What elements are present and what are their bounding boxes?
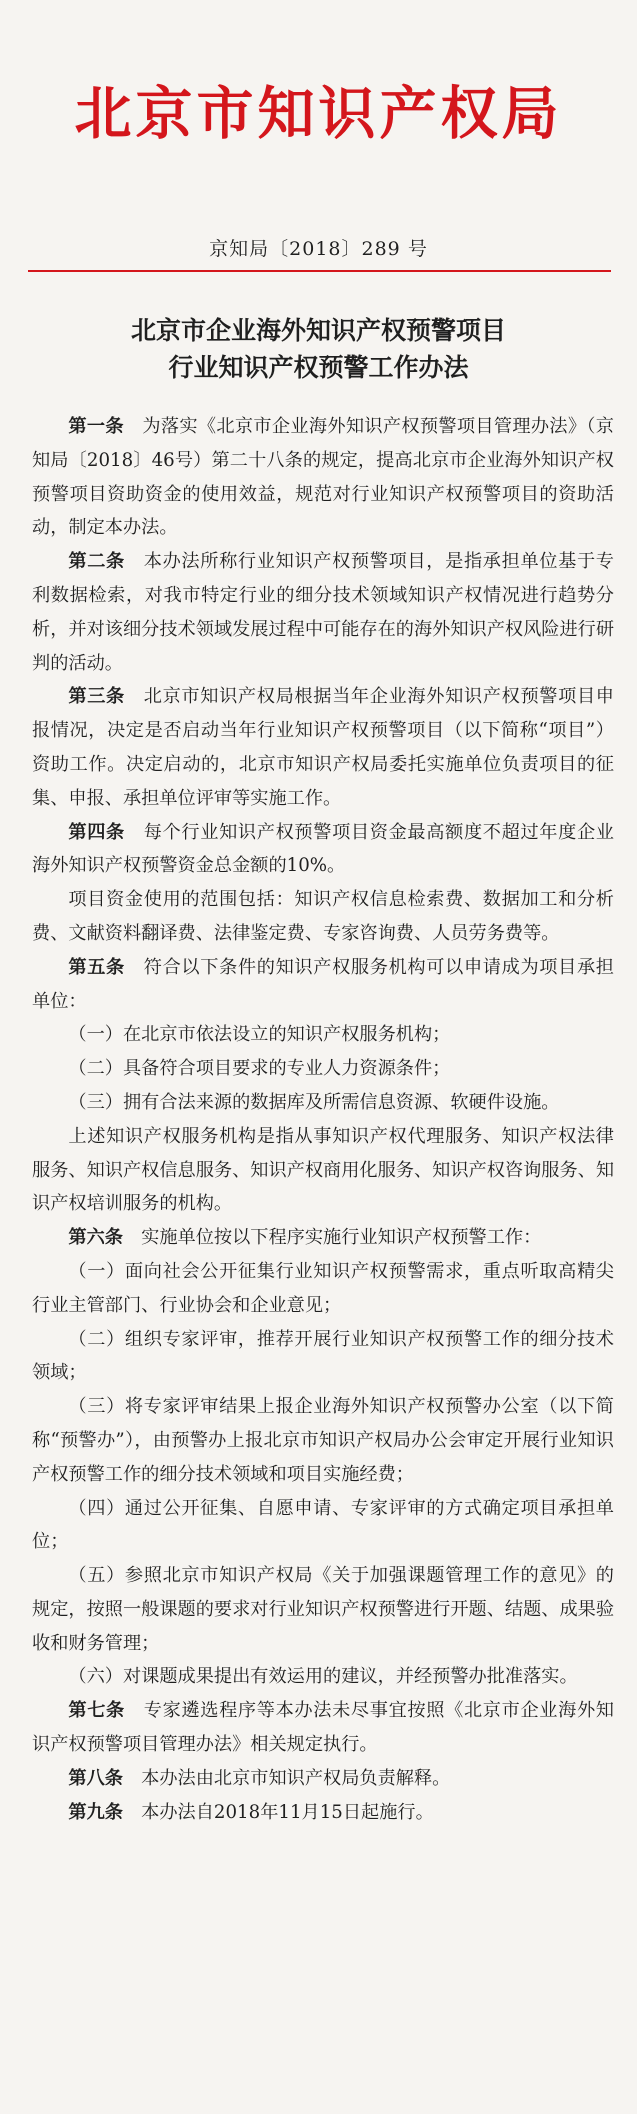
article-text: 符合以下条件的知识产权服务机构可以申请成为项目承担单位： <box>32 956 614 1012</box>
article-6-item: （一）面向社会公开征集行业知识产权预警需求，重点听取高精尖行业主管部门、行业协会和企业意见； <box>32 1260 614 1316</box>
red-divider-line <box>28 270 611 272</box>
article-lead: 第一条 <box>68 416 124 437</box>
org-letterhead-title: 北京市知识产权局 <box>74 81 563 147</box>
article-9 <box>32 1796 614 1830</box>
article-6 <box>32 1221 614 1255</box>
article-text: 专家遴选程序等本办法未尽事宜按照《北京市企业海外知识产权预警项目管理办法》相关规定执行。 <box>32 1700 614 1756</box>
article-8 <box>32 1762 614 1796</box>
document-number: 京知局〔2018〕289 号 <box>209 238 428 260</box>
article-1 <box>32 410 614 545</box>
article-6-item: （五）参照北京市知识产权局《关于加强课题管理工作的意见》的规定，按照一般课题的要求对行业知识产权预警进行开题、结题、成果验收和财务管理； <box>32 1565 615 1654</box>
article-lead: 第九条 <box>68 1801 123 1823</box>
article-lead: 第四条 <box>68 821 125 843</box>
article-4 <box>32 816 614 884</box>
article-lead: 第六条 <box>68 1227 123 1249</box>
article-6-item: （二）组织专家评审，推荐开展行业知识产权预警工作的细分技术领域； <box>32 1328 614 1384</box>
article-text: 每个行业知识产权预警项目资金最高额度不超过年度企业海外知识产权预警资金总金额的10%。 <box>32 821 614 877</box>
article-7 <box>32 1694 614 1762</box>
article-text: 本办法自2018年11月15日起施行。 <box>141 1801 434 1823</box>
article-lead: 第七条 <box>68 1700 125 1722</box>
article-lead: 第八条 <box>68 1767 123 1789</box>
article-6-item: （六）对课题成果提出有效运用的建议，并经预警办批准落实。 <box>68 1666 578 1688</box>
article-6-item: （四）通过公开征集、自愿申请、专家评审的方式确定项目承担单位； <box>32 1497 614 1553</box>
article-text: 为落实《北京市企业海外知识产权预警项目管理办法》（京知局〔2018〕46号）第二十八条的规定，提高北京市企业海外知识产权预警项目资助资金的使用效益，规范对行业知识产权预警项目的资助活动，制定本办法。 <box>32 416 614 539</box>
article-5-note: 上述知识产权服务机构是指从事知识产权代理服务、知识产权法律服务、知识产权信息服务、知识产权商用化服务、知识产权咨询服务、知识产权培训服务的机构。 <box>32 1125 615 1215</box>
article-5-item: （二）具备符合项目要求的专业人力资源条件； <box>68 1058 451 1080</box>
article-text: 北京市知识产权局根据当年企业海外知识产权预警项目申报情况，决定是否启动当年行业知识产权预警项目（以下简称“项目”）资助工作。决定启动的，北京市知识产权局委托实施单位负责项目的征集、申报、承担单位评审等实施工作。 <box>32 686 614 809</box>
document-body <box>32 410 614 1829</box>
article-text: 本办法由北京市知识产权局负责解释。 <box>141 1767 451 1789</box>
article-6-item: （三）将专家评审结果上报企业海外知识产权预警办公室（以下简称“预警办”），由预警办上报北京市知识产权局办公会审定开展行业知识产权预警工作的细分技术领域和项目实施经费； <box>32 1396 614 1485</box>
article-2 <box>32 545 614 680</box>
article-5 <box>32 951 614 1019</box>
article-text: 本办法所称行业知识产权预警项目，是指承担单位基于专利数据检索，对我市特定行业的细分技术领域知识产权情况进行趋势分析，并对该细分技术领域发展过程中可能存在的海外知识产权风险进行研判的活动。 <box>32 551 615 674</box>
article-lead: 第二条 <box>68 551 125 573</box>
document-title-line-2: 行业知识产权预警工作办法 <box>168 353 469 382</box>
document-title-line-1: 北京市企业海外知识产权预警项目 <box>130 316 506 345</box>
document-title <box>0 312 637 386</box>
fund-scope-paragraph: 项目资金使用的范围包括：知识产权信息检索费、数据加工和分析费、文献资料翻译费、法律鉴定费、专家咨询费、人员劳务费等。 <box>32 889 614 944</box>
article-lead: 第五条 <box>68 956 125 978</box>
article-5-item: （一）在北京市依法设立的知识产权服务机构； <box>68 1024 451 1046</box>
article-lead: 第三条 <box>68 686 125 708</box>
article-3 <box>32 680 614 815</box>
article-text: 实施单位按以下程序实施行业知识产权预警工作： <box>141 1227 542 1249</box>
article-5-item: （三）拥有合法来源的数据库及所需信息资源、软硬件设施。 <box>68 1091 560 1113</box>
